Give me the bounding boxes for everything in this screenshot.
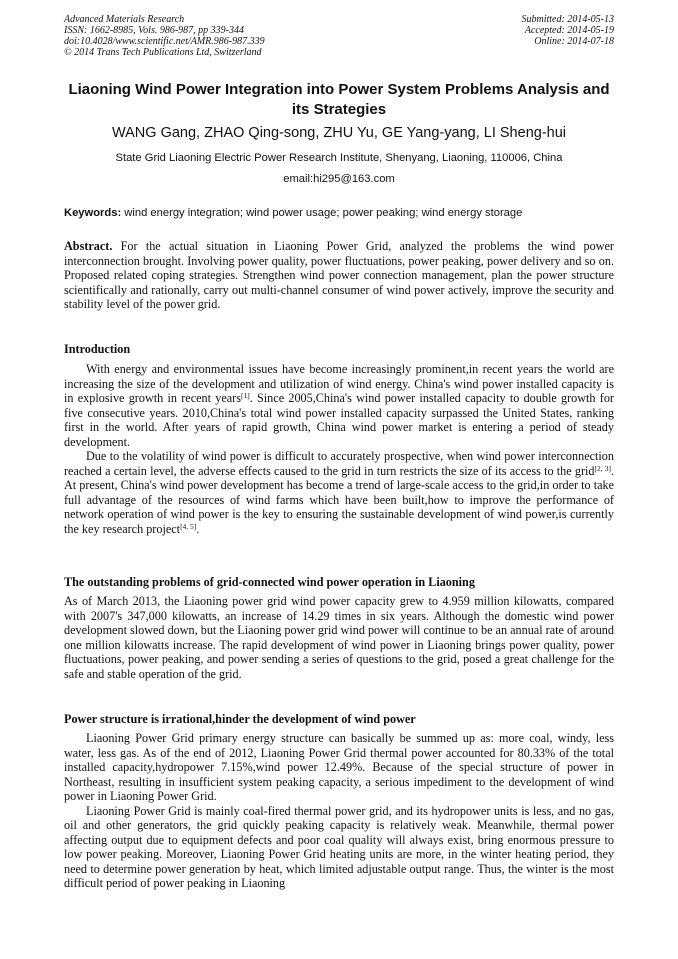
intro-p2-text-c: .: [196, 521, 200, 536]
keywords-label: Keywords:: [64, 207, 122, 219]
keywords-text: wind energy integration; wind power usage; power peaking; wind energy storage: [121, 207, 523, 219]
journal-name: Advanced Materials Research: [64, 14, 185, 25]
intro-paragraph-1: [64, 362, 614, 449]
intro-p1-text-a: With energy and environmental issues have become increasingly prominent,in recent years the world are increasing the size of the development and utilization of wind energy. China's wind power installed capacity is in explosive growth in recent years: [64, 362, 614, 405]
abstract: [64, 239, 614, 312]
citation-ref: [2, 3]: [594, 463, 611, 473]
abstract-text: For the actual situation in Liaoning Power Grid, analyzed the problems the wind power interconnection brought. Involving power quality, power fluctuations, power peaking, power delivery and so on. Proposed related coping strategies. Strengthen wind power connection management, plan the power structure scientifically and rationally, carry out multi-channel consumer of wind power actively, improve the security and stability level of the power grid.: [64, 239, 614, 311]
intro-p1-text-b: . Since 2005,China's wind power installed capacity to double growth for five consecutive years. 2010,China's total wind power installed capacity surpassed the United States, ranking first in the world. After years of rapid growth, China wind power market is entering a period of steady development.: [64, 391, 614, 449]
journal-issn: ISSN: 1662-8985, Vols. 986-987, pp 339-344: [64, 25, 244, 36]
journal-copyright: © 2014 Trans Tech Publications Ltd, Switzerland: [64, 47, 262, 58]
intro-p2-text-a: Due to the volatility of wind power is difficult to accurately prospective, when wind power interconnection reached a certain level, the adverse effects caused to the grid in turn restricts the size of its access to the grid: [64, 449, 614, 478]
keywords: [64, 207, 624, 219]
section-heading-power-structure: Power structure is irrational,hinder the development of wind power: [64, 712, 416, 726]
affiliation: State Grid Liaoning Electric Power Research Institute, Shenyang, Liaoning, 110006, China: [115, 152, 563, 164]
problems-body: [64, 594, 614, 681]
section-heading-problems: The outstanding problems of grid-connected wind power operation in Liaoning: [64, 575, 475, 589]
intro-paragraph-2: [64, 449, 614, 536]
abstract-label: Abstract.: [64, 239, 113, 253]
journal-info: [64, 14, 265, 58]
structure-paragraph-2: Liaoning Power Grid is mainly coal-fired thermal power grid, and its hydropower units is less, and no gas, oil and other generators, the grid quickly peaking capacity is relatively weak. Meanwhile, thermal power affecting output due to equipment defects and poor coal quality will always exist, bring enormous pressure to low power peaking. Moreover, Liaoning Power Grid heating units are more, in the winter heating period, they need to determine power generation by heat, which limited adjustable output range. Thus, the winter is the most difficult period of power peaking in Liaoning: [64, 803, 614, 890]
citation-ref: [1]: [240, 391, 250, 400]
date-submitted: Submitted: 2014-05-13: [521, 14, 614, 25]
journal-doi: doi:10.4028/www.scientific.net/AMR.986-987.339: [64, 36, 265, 47]
author-list: WANG Gang, ZHAO Qing-song, ZHU Yu, GE Yang-yang, LI Sheng-hui: [111, 125, 566, 141]
problems-paragraph-1: As of March 2013, the Liaoning power grid wind power capacity grew to 4.959 million kilowatts, compared with 2007's 347,000 kilowatts, an increase of 14.29 times in six years. Although the domestic wind power development slowed down, but the Liaoning power grid wind power will continue to be an annual rate of around one million kilowatts increase. The rapid development of wind power in Liaoning brings power quality, power fluctuations, power peaking, and power sending a series of questions to the grid, posed a great challenge for the safe and stable operation of the grid.: [64, 594, 614, 681]
power-structure-body: [64, 731, 614, 891]
date-accepted: Accepted: 2014-05-19: [524, 25, 614, 36]
date-online: Online: 2014-07-18: [534, 36, 614, 47]
introduction-body: [64, 362, 614, 536]
publication-dates: [522, 14, 615, 47]
citation-ref: [4, 5]: [180, 521, 197, 531]
intro-p2-text-b: . At present, China's wind power development has become a trend of large-scale access to the grid,in order to take full advantage of the resources of wind farms which have been built,how to improve the performance of network operation of wind power is the key to ensuring the sustainable development of wind power,is currently the key research project: [64, 463, 614, 536]
paper-title: Liaoning Wind Power Integration into Power System Problems Analysis and its Strategies: [68, 81, 610, 118]
structure-paragraph-1: Liaoning Power Grid primary energy structure can basically be summed up as: more coal, windy, less water, less gas. As of the end of 2012, Liaoning Power Grid thermal power accounted for 80.33% of the total installed capacity,hydropower 7.15%,wind power 12.49%. Because of the special structure of power in Northeast, resulting in insufficient system peaking capacity, a serious impediment to the development of wind power in Liaoning Power Grid.: [64, 731, 614, 803]
contact-email: email:hi295@163.com: [283, 173, 395, 185]
section-heading-introduction: Introduction: [64, 342, 131, 356]
